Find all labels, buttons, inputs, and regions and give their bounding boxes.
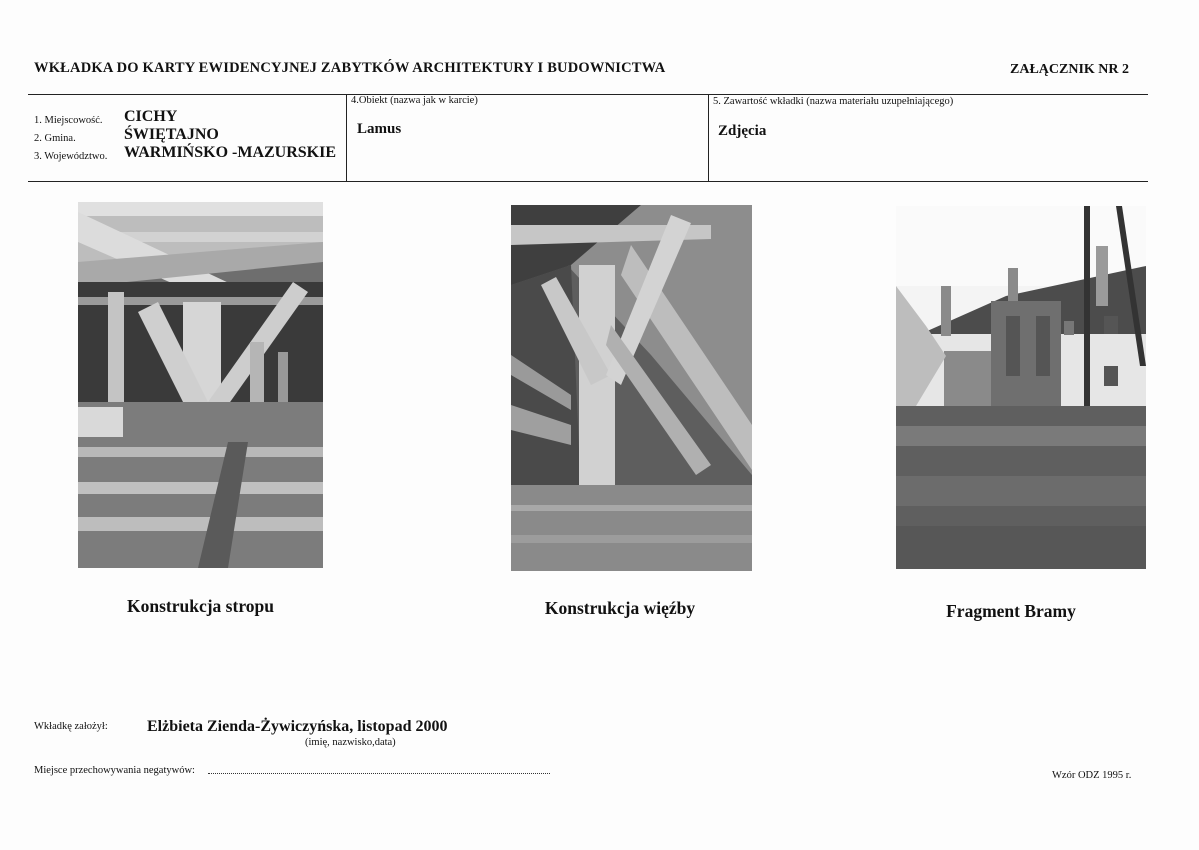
contents-value: Zdjęcia (718, 123, 767, 139)
author-hint: (imię, nazwisko,data) (305, 737, 396, 748)
annex-label: ZAŁĄCZNIK NR 2 (1010, 62, 1130, 77)
photo-caption-3: Fragment Bramy (946, 601, 1076, 621)
table-divider-1 (346, 94, 347, 182)
object-value: Lamus (357, 121, 402, 137)
author-value: Elżbieta Zienda-Żywiczyńska, listopad 2000 (147, 718, 448, 735)
contents-label: 5. Zawartość wkładki (nazwa materiału uzupełniającego) (713, 96, 954, 107)
table-bottom-rule (28, 181, 1148, 182)
commune-label: 2. Gmina. (34, 133, 76, 144)
voivodeship-label: 3. Województwo. (34, 151, 108, 162)
author-label: Wkładkę założył: (34, 721, 108, 732)
photo-roof-truss (511, 205, 752, 571)
table-divider-2 (708, 94, 709, 182)
form-title: WKŁADKA DO KARTY EWIDENCYJNEJ ZABYTKÓW ARCHITEKTURY I BUDOWNICTWA (34, 60, 666, 76)
object-label: 4.Obiekt (nazwa jak w karcie) (351, 95, 478, 106)
negatives-label: Miejsce przechowywania negatywów: (34, 765, 195, 776)
table-top-rule (28, 94, 1148, 95)
photo-gate-fragment (896, 206, 1146, 569)
photo-ceiling-construction (78, 202, 323, 568)
commune-value: ŚWIĘTAJNO (124, 126, 219, 143)
negatives-dotted-line (208, 772, 550, 774)
town-label: 1. Miejscowość. (34, 115, 103, 126)
voivodeship-value: WARMIŃSKO -MAZURSKIE (124, 144, 337, 161)
template-label: Wzór ODZ 1995 r. (1052, 770, 1132, 781)
photo-caption-2: Konstrukcja więźby (544, 598, 696, 618)
town-value: CICHY (124, 108, 178, 125)
photo-caption-1: Konstrukcja stropu (127, 596, 274, 616)
